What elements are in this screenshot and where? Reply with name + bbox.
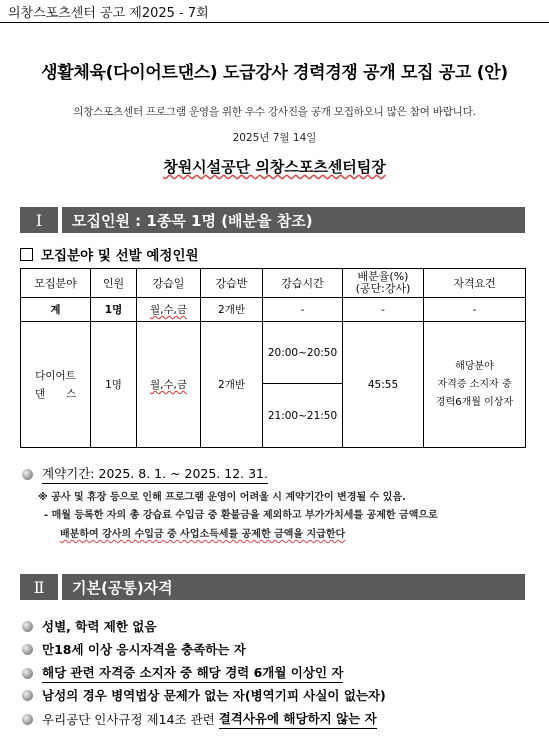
ratio-header-line1: 배분율(%) [357,270,409,283]
header-divider [0,22,549,23]
bullet-icon [22,644,33,655]
table-total-row [21,298,526,322]
section-2-number: Ⅱ [20,574,58,600]
document-title: 생활체육(다이어트댄스) 도급강사 경력경쟁 공개 모집 공고 (안) [41,63,508,83]
total-time: - [263,298,343,322]
bullet-icon [22,714,33,725]
org-name: 창원시설공단 의창스포츠센터팀장 [163,158,386,176]
list-item [22,640,246,658]
list-item [22,617,156,635]
req-line1: 해당분야 [455,360,494,372]
row-days-text: 월,수,금 [149,379,188,391]
row-days [137,322,201,448]
row-time-2: 21:00~21:50 [263,384,343,448]
subheading-text: 모집분야 및 선발 예정인원 [41,248,199,264]
section-1-title: 모집인원 : 1종목 1명 (배분율 참조) [62,207,525,233]
total-days [137,298,201,322]
row-classes: 2개반 [201,322,263,448]
total-classes: 2개반 [201,298,263,322]
col-header-count: 인원 [91,269,137,298]
col-header-ratio [343,269,424,298]
row-time-1: 20:00~20:50 [263,322,343,384]
note-3-text: 배분하여 강사의 수입금 중 사업소득세를 공제한 금액을 지급한다 [60,529,346,540]
table-header-row [21,269,526,298]
qual-text-prefix: 우리공단 인사규정 제14조 관련 [42,712,219,727]
total-days-text: 월,수,금 [149,304,188,316]
contract-text: 계약기간: 2025. 8. 1. ~ 2025. 12. 31. [42,464,268,484]
list-item [22,686,386,704]
field-line1: 다이어트 [35,369,76,382]
qual-text: 만18세 이상 응시자격을 충족하는 자 [42,642,246,657]
list-item [22,709,377,729]
section-1-number: Ⅰ [20,207,58,233]
qual-text: 성별, 학력 제한 없음 [42,619,157,634]
issuing-organization [0,156,549,177]
table-row [21,322,526,384]
req-line3: 경력6개월 이상자 [435,396,514,408]
row-ratio: 45:55 [343,322,424,448]
intro-text: 의창스포츠센터 프로그램 운영을 위한 우수 강사진을 공개 모집하오니 많은 참여 바랍니다. [73,106,476,118]
row-field [21,322,91,448]
total-count: 1명 [91,298,137,322]
bullet-icon [22,690,33,701]
note-2: - 매월 등록한 자의 총 강습료 수입금 중 환불금을 제외하고 부가가치세를 공제한 금액으로 [44,510,438,521]
section-2-title: 기본(공통)자격 [62,574,525,600]
field-line2: 댄 스 [34,387,77,400]
qual-text: 남성의 경우 병역법상 문제가 없는 자(병역기피 사실이 없는자) [42,688,386,703]
total-ratio: - [343,298,424,322]
ratio-header-line2: (공단:강사) [355,282,411,295]
recruit-table [20,268,526,448]
list-item [22,663,343,683]
section-1-bar [20,207,525,233]
total-field: 계 [21,298,91,322]
row-count: 1명 [91,322,137,448]
note-3 [60,525,345,540]
col-header-days: 강습일 [137,269,201,298]
notice-header [0,0,549,24]
col-header-classes: 강습반 [201,269,263,298]
req-line2: 자격증 소지자 중 [437,378,512,390]
qual-text: 해당 관련 자격증 소지자 중 해당 경력 6개월 이상인 자 [42,663,343,683]
notice-date: 2025년 7월 14일 [232,132,317,144]
col-header-time: 강습시간 [263,269,343,298]
qual-text-emphasis: 결격사유에 해당하지 않는 자 [219,709,377,729]
note-1: ※ 공사 및 휴장 등으로 인해 프로그램 운영이 어려울 시 계약기간이 변경될 수 있음. [38,492,406,503]
notice-number: 의창스포츠센터 공고 제2025 - 7회 [8,6,209,21]
bullet-icon [22,668,33,679]
square-bullet-icon [20,248,33,261]
recruit-subheading [20,244,199,264]
col-header-requirements: 자격요건 [424,269,526,298]
bullet-icon [22,621,33,632]
row-requirements [424,322,526,448]
col-header-field: 모집분야 [21,269,91,298]
bullet-icon [22,469,33,480]
section-2-bar [20,574,525,600]
total-req: - [424,298,526,322]
contract-period [22,464,268,484]
